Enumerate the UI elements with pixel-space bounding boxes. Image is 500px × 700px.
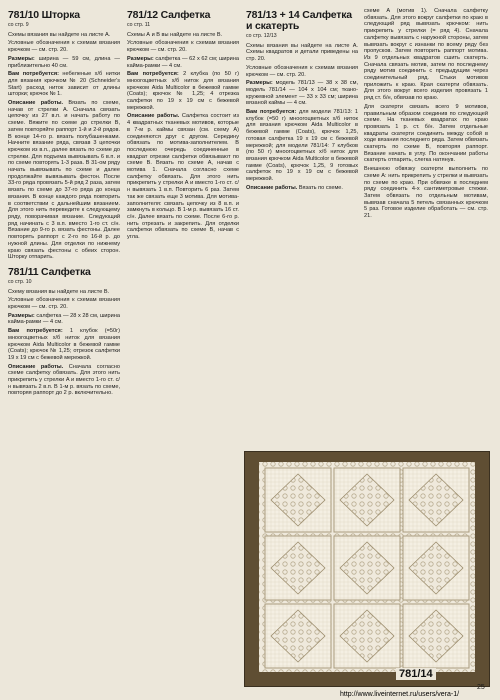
- curtain-materials-text: небеленые х/б нитки для вязания крючком № 20 (Schneider's Start) расход ниток зависит от длины шторки; крючок № 1.: [8, 71, 120, 98]
- napkin2-work-label: Описание работы.: [127, 113, 180, 120]
- curtain-sizes: [8, 56, 120, 69]
- tablecloth-sizes: [246, 80, 358, 107]
- curtain-title: 781/10 Шторка: [8, 9, 80, 21]
- napkin-sizes: [8, 313, 120, 326]
- column-2: [127, 8, 239, 243]
- curtain-intro: Схемы вязания вы найдете на листе А.: [8, 31, 111, 38]
- napkin-work: [8, 364, 120, 398]
- napkin-intro: Схему вязания вы найдете на листе В.: [8, 288, 110, 295]
- tablecloth-materials-text: для модели 781/13: 1 клубок (=50 г) мноогоцветных х/б ниток для вязания крючком Aida Multicolor в бежевой гамме (Coats), крючок 1,25, готовая салфетка 19 х 19 см с бежевой мережкой; для модели 781/14: 7 клубков (по 50 г) мноогоцветных х/б ниток для вязания крючком Aida Multicolor в бежевой гамме (Coats), крючок 1,25, 9 готовых салфеток по 19 х 19 см с бежевой мережкой.: [246, 109, 358, 183]
- napkin2-work: [127, 113, 239, 240]
- tablecloth-sizes-text: модель 781/13 — 38 х 38 см, модель 781/14 — 104 х 104 см; ткано-кружевной элемент — 33 х 33 см; ширина вязаной каймы — 4 см.: [246, 80, 358, 107]
- napkin-materials-label: Вам потребуется:: [8, 328, 63, 335]
- curtain-sizes-label: Размеры:: [8, 55, 35, 62]
- napkin2-sizes-label: Размеры:: [127, 55, 154, 62]
- napkin2-ref: со стр. 11: [127, 22, 151, 28]
- napkin-sizes-text: салфетка — 28 х 28 см, ширина кайма-рамки — 4 см.: [8, 312, 120, 326]
- col4-text-1: схеме А (мотив 1). Сначала салфетку обвязать. Для этого вокруг салфетки по краю в следующий ряд вывязать крючком: нить прикрепить у стрелки (= ряд 4). Сначала салфетку вывязать с наружной стороны, затем вывязать вокруг с изнанки по всему ряду без пропусков. Затем повторить раппорт мотива. Из 9 отдельных квадратов сшить скатерть. Сначала связать мотив, затем по последнему ряду мотив соединить с предыдущим через соединительный ряд. Стыки мотивов приложить к краю. Края скатерти обвязать. Для этого вокруг всего изделия провязать 1 ряд ст. б/н, обвязав по краю.: [364, 8, 488, 102]
- napkin2-materials-text: 2 клубка (по 50 г) мноогоцветных х/б ниток для вязания крючком Aida Multicolor в бежевой гамме (Coats); крючок № 1,25; 4 отрезка салфетки по 19 х 19 см с бежевой мережкой.: [127, 71, 239, 111]
- tablecloth-work: [246, 185, 358, 192]
- tablecloth-ref: со стр. 12/13: [246, 33, 277, 39]
- napkin-title: 781/11 Салфетка: [8, 265, 91, 278]
- col4-text-2: Для скатерти связать всего 9 мотивов, правильным образом соединив по следующей схеме. На тканевых квадратах по краю провязать 1 р. ст. б/н. Затем отдельные квадраты скатерти соединить между собой в ходе вязания последнего ряда. Затем обвязать скатерть по схеме В, повторяя раппорт. Вязание начать в углу. По окончании работы скатерть отпарить, слегка натянув.: [364, 103, 488, 164]
- napkin-sizes-label: Размеры:: [8, 312, 35, 319]
- napkin2-work-text: Салфетка состоит из 4 квадратных тканевых мотивов, которые в 7-м р. каймы связан (см. схему А) соединяются друг с другом. Середину обвязать по мотива-заполнителем. В последнюю очередь соединенные в квадрат отрезки салфетки обвязывают по схеме В. Вязать по схеме А, начав с мотива 1. Сначала согласно схеме салфетку обвязать. Для этого нить прикрепить у стрелки А и вместо 1-го ст. с/н вывязать 1 в.п. Повторить 6 раз. Затем так же связать еще 3 мотива. Для мотива-заполнителя: связать цепочку из 8 в.п. и замкнуть в кольцо. В 1-м р. вывязать 16 ст. с/н. Далее вязать по схеме. После 6-го р. нить отрезать и закрепить. Для отделки салфетки обвязать по схеме В, начав с угла.: [127, 113, 239, 241]
- tablecloth-intro: Схемы вязания вы найдете на листе А. Схемы квадратов и детали приведены на стр. 20.: [246, 42, 358, 63]
- photo-caption: 781/14: [396, 668, 436, 680]
- napkin-work-text: Сначала согласно схеме салфетку обвязать. Для этого нить прикрепить у стрелки A и вместо 1-го ст. с/н вывязать 2 в.п. В 1-м р. вязать по схеме, повторяя раппорт до 2 р. включительно.: [8, 363, 120, 397]
- tablecloth-materials-label: Вам потребуется:: [246, 109, 297, 116]
- tablecloth-work-label: Описание работы.: [246, 184, 298, 191]
- napkin2-legend: Условные обозначения к схемам вязания крючком — см. стр. 20.: [127, 40, 239, 54]
- napkin2-title: 781/12 Салфетка: [127, 9, 211, 21]
- curtain-sizes-text: ширина — 59 см, длина — приблизительно 40 см.: [8, 55, 120, 69]
- tablecloth-title: 781/13 + 14 Салфетка и скатерть: [246, 9, 352, 32]
- column-3: [246, 8, 358, 193]
- column-4: [364, 8, 488, 222]
- source-url[interactable]: http://www.liveinternet.ru/users/vera-1/: [340, 691, 460, 698]
- column-1: [8, 8, 120, 399]
- tablecloth-materials: [246, 109, 358, 183]
- curtain-ref: со стр. 9: [8, 22, 29, 28]
- napkin-ref: со стр. 10: [8, 278, 32, 285]
- tablecloth-photo: [244, 451, 490, 687]
- curtain-materials: [8, 71, 120, 98]
- curtain-work: [8, 100, 120, 261]
- tablecloth-illustration: [245, 452, 489, 686]
- tablecloth-work-text: Вязать по схеме.: [298, 184, 343, 191]
- napkin2-materials-label: Вам потребуется:: [127, 71, 179, 78]
- curtain-work-label: Описание работы.: [8, 100, 64, 107]
- napkin2-sizes-text: салфетка — 62 х 62 см; ширина кайма-рамки — 4 см.: [127, 55, 239, 69]
- page-number: 25: [477, 684, 485, 691]
- curtain-legend: Условные обозначения к схемам вязания крючком — см. стр. 20.: [8, 40, 120, 54]
- motif-grid: [265, 468, 469, 668]
- tablecloth-legend: Условные обозначения к схемам вязания крючком — см. стр. 20.: [246, 64, 358, 78]
- curtain-materials-label: Вам потребуется:: [8, 71, 59, 78]
- napkin-legend: Условные обозначения к схемам вязания крючком — см. стр. 20.: [8, 297, 120, 311]
- napkin2-materials: [127, 71, 239, 111]
- curtain-work-text: Вязать по схеме, начав от стрелки A. Сначала связать цепочку из 27 в.п. и начать работу по схеме. Вяжите по схеме до стрелки В, затем повторяйте раппорт 1-й и 2-й рядов. В конце 14-го р. вязать полубашенками. Начните вязание ряда, связав 3 цепочки крючком из в.п., далее вязать по схеме до стрелки. Для подъема вывязывать 6 в.п. и по схеме повторять 1-3 раза. В 31-ом ряду начать вывязывать по схеме и далее продолжайте вывязывать фестон. После 33-го ряда провязать 5-й ряд 2 раза, затем вязать по схеме до 37-го ряда до конца вязания. В конце каждого ряда повторить в соответствии с дальнейшим вязанием. Для этого нить переведите к следующему ряду, поворачивая вязание. Следующий ряд начинать с 3 в.п. вместо 1-го ст. с/н. Вязание до 9-го р. вязать фестоны. Далее повторять раппорт с 2-го по 16-й р. до нужной длины. Для отделки по нижнему краю связать фестоны с обеих сторон. Шторку отпарить.: [8, 100, 120, 261]
- col4-text-3: Внешнюю обвязку скатерти выполнить по схеме А: нить прикрепить у стрелки и вывязать по схеме по краю. При обвязке в последнем ряду соединить 4-х сантиметровые стежки. Затем обвязать по отдельным мотивам, вывязав сначала 5 петель связанных крючком 5 раз. Готовое изделие обработать — см. стр. 21.: [364, 166, 488, 220]
- tablecloth-sizes-label: Размеры:: [246, 80, 273, 87]
- napkin-work-label: Описание работы.: [8, 363, 64, 370]
- napkin-materials-text: 1 клубок (=50г) мноогоцветных х/б ниток для вязания крючком Aida Multicolor в бежевой гамме (Coats); крючок № 1,25; отрезок салфетки 19 х 19 см с бежевой мережкой.: [8, 328, 120, 361]
- napkin-materials: [8, 328, 120, 362]
- napkin2-intro: Схемы А и В вы найдете на листе В.: [127, 31, 223, 38]
- napkin2-sizes: [127, 56, 239, 69]
